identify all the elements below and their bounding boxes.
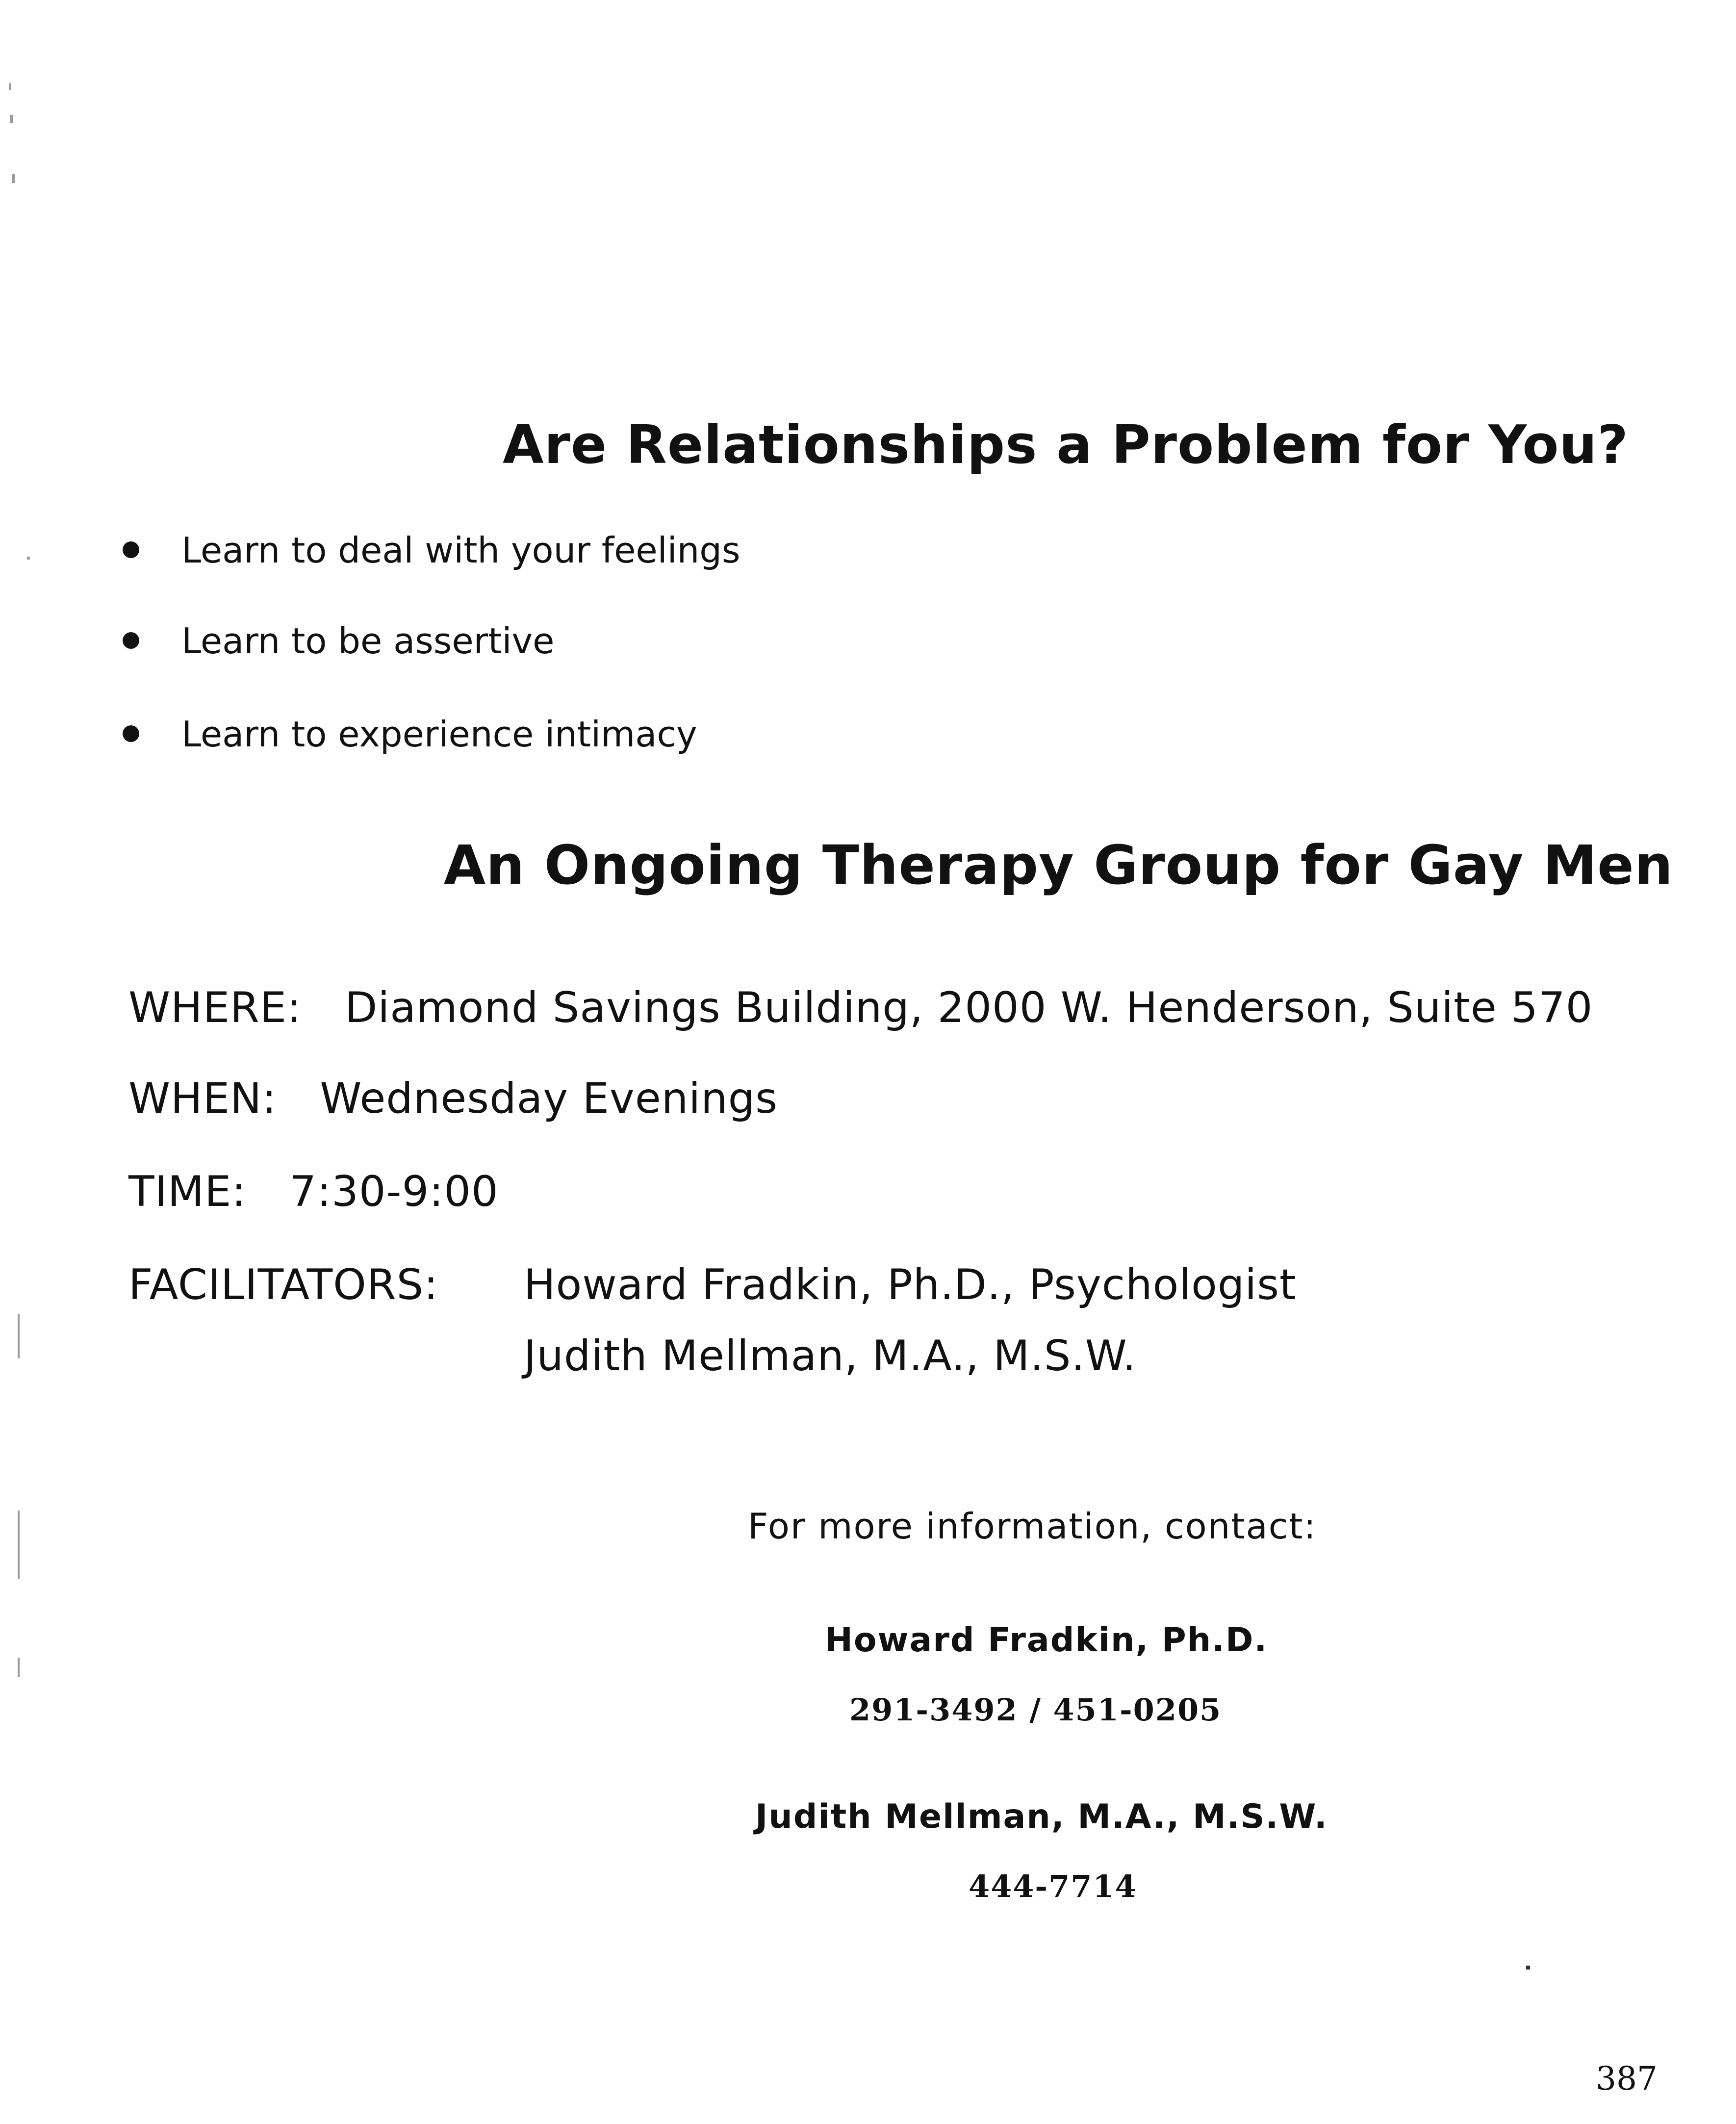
contact-name: Judith Mellman, M.A., M.S.W. xyxy=(755,1797,1328,1836)
facilitator-name: Judith Mellman, M.A., M.S.W. xyxy=(524,1331,1137,1381)
headline-therapy-group: An Ongoing Therapy Group for Gay Men xyxy=(444,834,1674,896)
bullet-item xyxy=(123,530,740,571)
contact-phone: 291-3492 / 451-0205 xyxy=(849,1692,1222,1728)
bullet-dot-icon xyxy=(123,541,139,558)
time-value: 7:30-9:00 xyxy=(289,1167,499,1216)
scan-speck xyxy=(12,174,15,183)
where-row xyxy=(128,983,1593,1032)
contact-intro: For more information, contact: xyxy=(748,1506,1317,1547)
scan-speck xyxy=(10,115,13,123)
scan-speck xyxy=(27,557,30,560)
time-row xyxy=(128,1167,499,1216)
time-label: TIME: xyxy=(128,1167,247,1216)
scan-speck xyxy=(18,1510,20,1579)
scan-speck xyxy=(1526,1966,1530,1970)
bullet-dot-icon xyxy=(123,632,139,649)
bullet-dot-icon xyxy=(123,725,139,742)
bullet-text: Learn to experience intimacy xyxy=(181,714,697,755)
contact-phone: 444-7714 xyxy=(969,1868,1137,1904)
scan-speck xyxy=(18,1658,20,1677)
headline-relationships: Are Relationships a Problem for You? xyxy=(503,414,1629,476)
when-value: Wednesday Evenings xyxy=(320,1074,778,1123)
scan-speck xyxy=(18,1314,20,1358)
page-number: 387 xyxy=(1596,2060,1658,2098)
where-label: WHERE: xyxy=(128,983,302,1032)
when-label: WHEN: xyxy=(128,1074,277,1123)
where-value: Diamond Savings Building, 2000 W. Henderson, Suite 570 xyxy=(345,983,1593,1032)
when-row xyxy=(128,1074,778,1123)
scan-speck xyxy=(9,83,11,90)
bullet-item xyxy=(123,714,697,755)
bullet-item xyxy=(123,620,554,662)
bullet-text: Learn to deal with your feelings xyxy=(181,530,740,571)
facilitator-name: Howard Fradkin, Ph.D., Psychologist xyxy=(524,1260,1297,1309)
contact-name: Howard Fradkin, Ph.D. xyxy=(825,1621,1268,1660)
bullet-text: Learn to be assertive xyxy=(181,620,555,662)
facilitators-label: FACILITATORS: xyxy=(128,1260,439,1309)
